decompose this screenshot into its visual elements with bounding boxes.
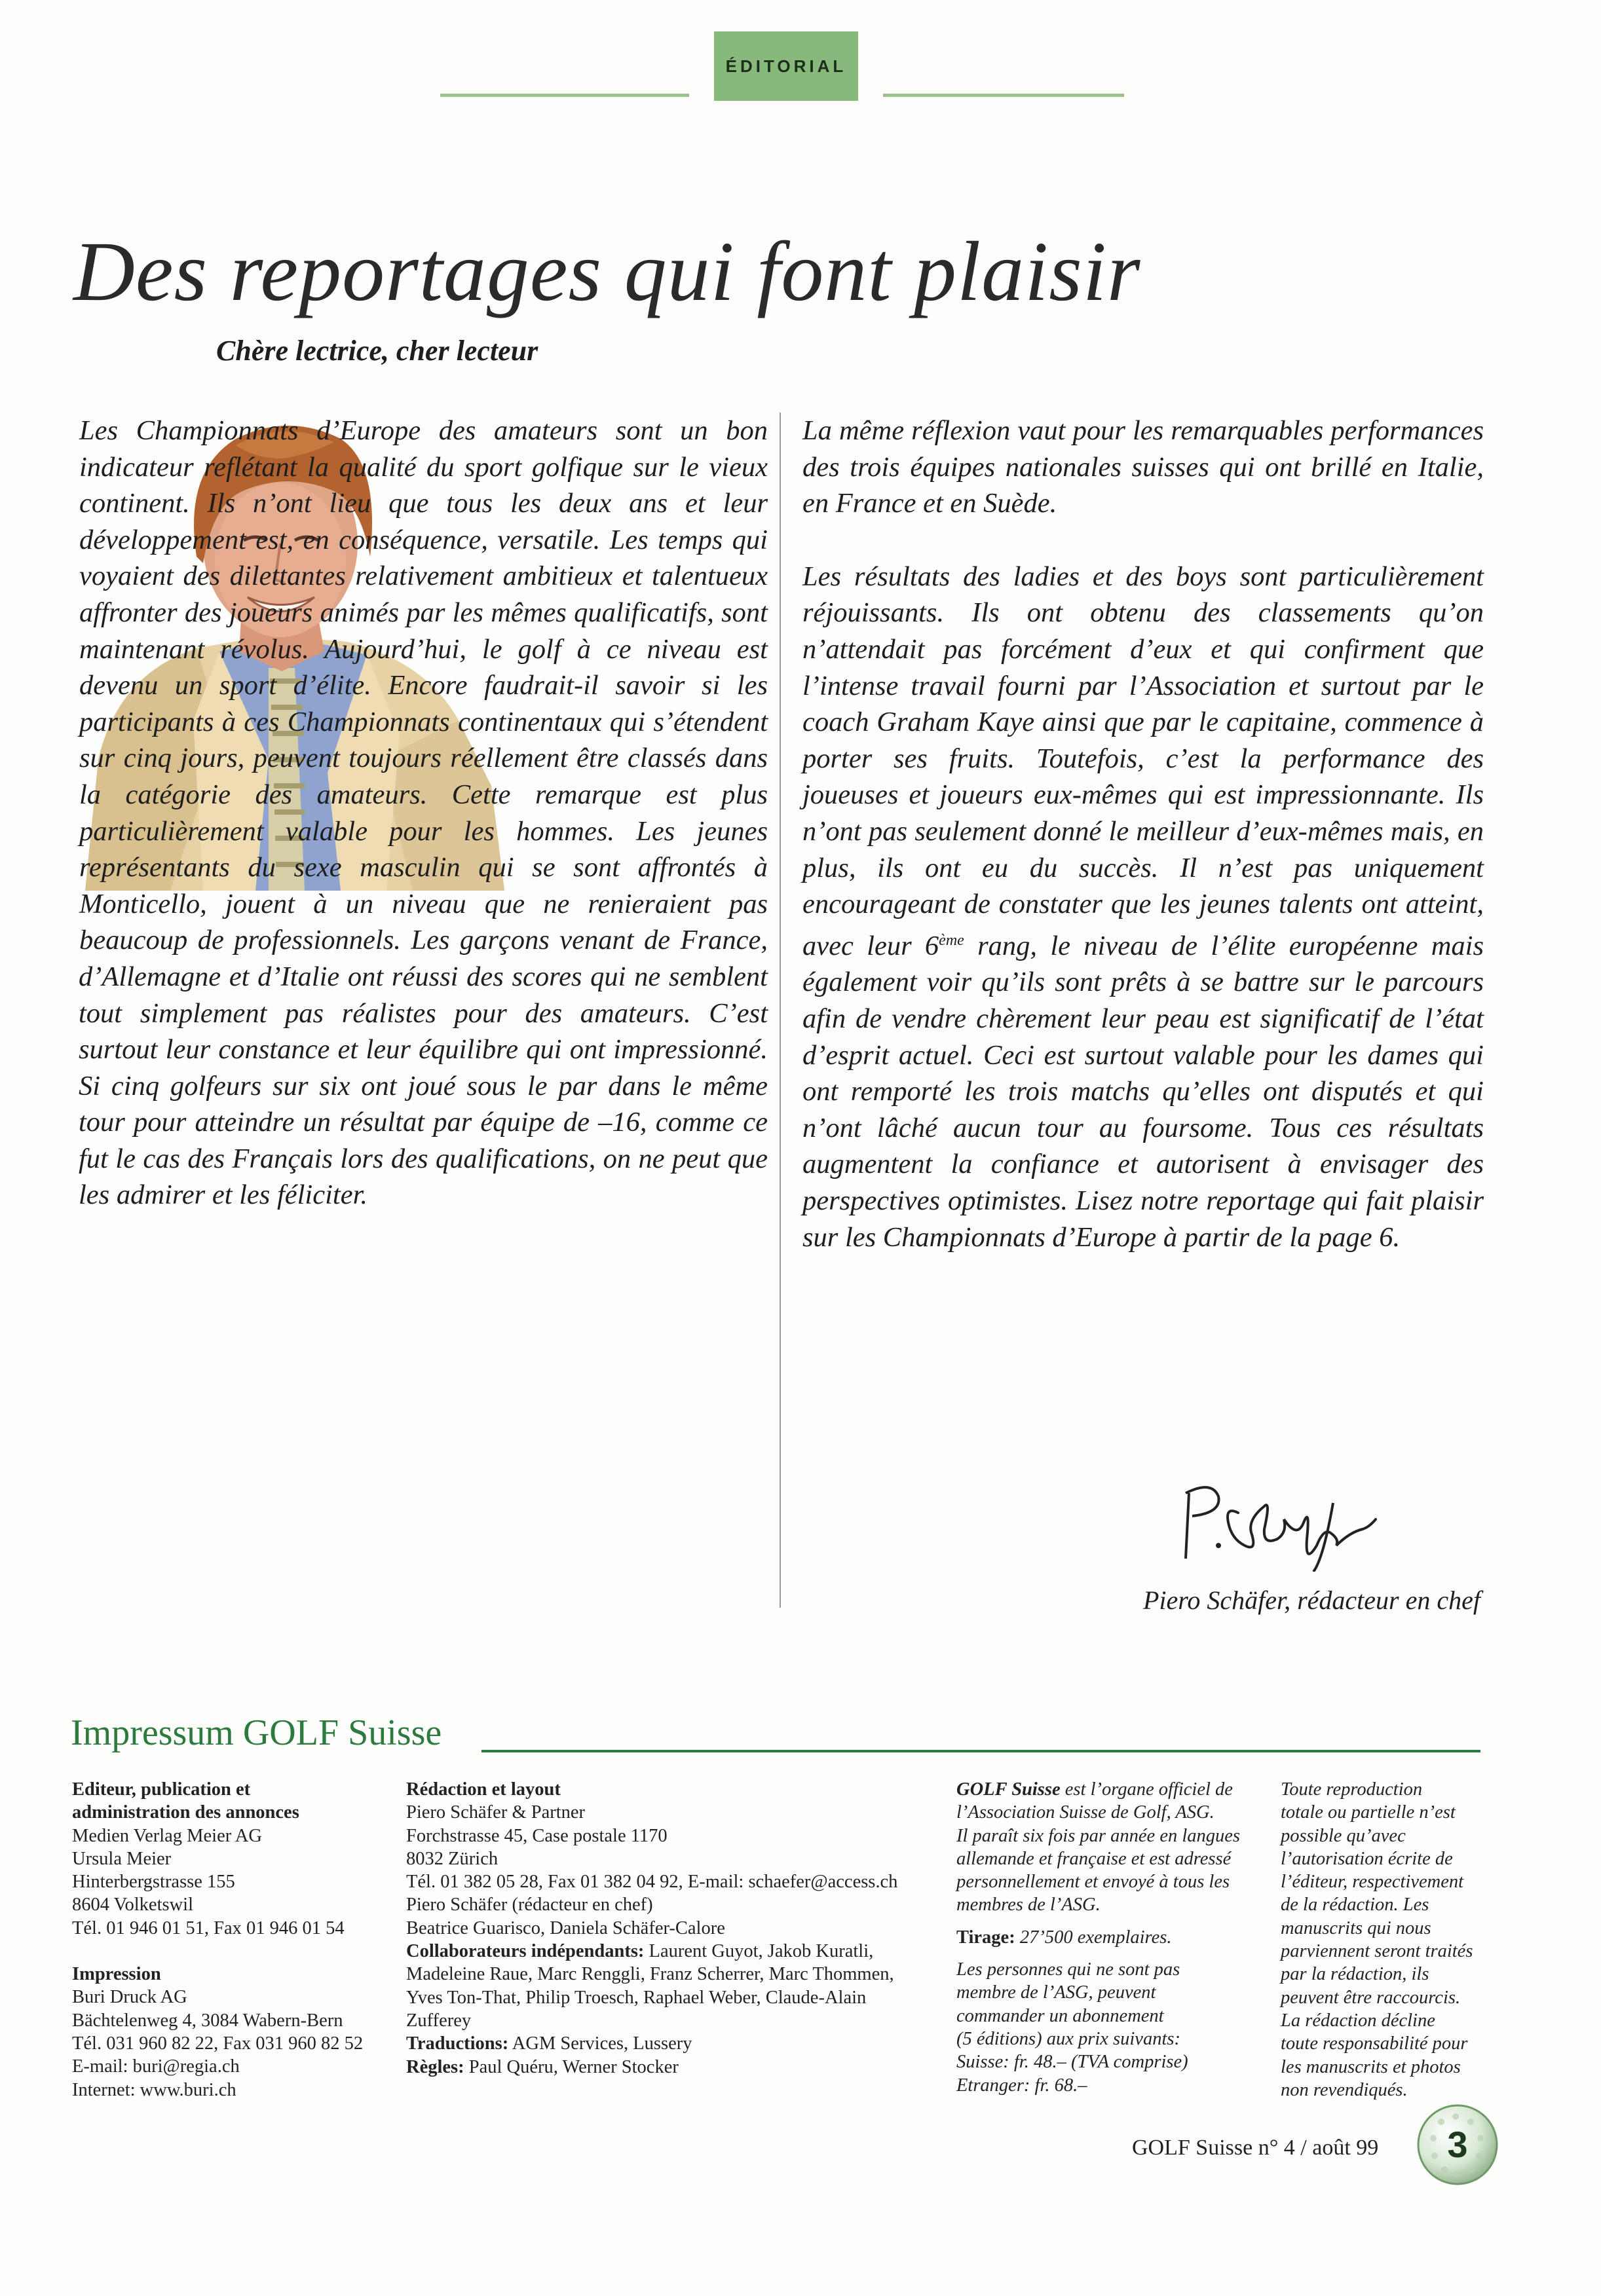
collaborators-label: Collaborateurs indépendants: [406,1941,645,1962]
magazine-brand: GOLF Suisse [956,1779,1061,1800]
translations-value: AGM Services, Lussery [508,2033,692,2054]
subscription-line: commander un abonnement [956,2005,1164,2026]
printer-line: Bächtelenweg 4, 3084 Wabern-Bern [72,2010,343,2031]
publisher-line: 8604 Volketswil [72,1895,194,1916]
printer-email: E-mail: buri@regia.ch [72,2056,240,2077]
printer-line: Buri Druck AG [72,1987,187,2008]
editorial-line: Forchstrasse 45, Case postale 1170 [406,1825,668,1846]
rights-line: manuscrits qui nous [1281,1917,1431,1938]
rights-line: non revendiqués. [1281,2079,1408,2100]
rights-line: de la rédaction. Les [1281,1895,1429,1916]
print-run-value: 27’500 exemplaires. [1015,1927,1172,1948]
section-rubric: ÉDITORIAL [714,31,858,101]
article-column-1 [79,413,768,1213]
about-line: personnellement et envoyé à tous les [956,1872,1230,1893]
rubric-rule-right [883,94,1124,97]
publisher-heading: Editeur, publication et [72,1779,251,1800]
printer-line: Tél. 031 960 82 22, Fax 031 960 82 52 [72,2033,364,2054]
about-line: allemande et française et est adressé [956,1848,1232,1869]
about-line: est l’organe officiel de [1060,1779,1233,1800]
impressum-title: Impressum GOLF Suisse [71,1713,442,1753]
rights-line: Toute reproduction [1281,1779,1423,1800]
ordinal-suffix: ème [939,931,964,949]
collaborators-line: Laurent Guyot, Jakob Kuratli, [644,1941,874,1962]
about-line: membres de l’ASG. [956,1895,1101,1916]
editorial-line: Piero Schäfer (rédacteur en chef) [406,1895,653,1916]
rights-line: totale ou partielle n’est [1281,1802,1456,1823]
impressum-rule [481,1750,1480,1752]
publisher-line: Ursula Meier [72,1848,172,1869]
publisher-line: Tél. 01 946 01 51, Fax 01 946 01 54 [72,1917,345,1938]
impressum-rights-column [1281,1778,1473,2102]
golf-ball-page-icon [1415,2102,1500,2187]
rubric-rule-left [440,94,689,97]
editorial-line: Beatrice Guarisco, Daniela Schäfer-Calore [406,1917,725,1938]
rights-line: toute responsabilité pour [1281,2033,1468,2054]
article-title: Des reportages qui font plaisir [73,225,1141,319]
subscription-price: Etranger: fr. 68.– [956,2075,1087,2096]
printer-website: Internet: www.buri.ch [72,2079,236,2100]
rights-line: possible qu’avec [1281,1825,1406,1846]
signature-caption: Piero Schäfer, rédacteur en chef [1142,1585,1480,1615]
collaborators-line: Zufferey [406,2010,472,2031]
editorial-line: Tél. 01 382 05 28, Fax 01 382 04 92, E-mail: schaefer@access.ch [406,1872,898,1893]
impressum-publisher-column [72,1778,363,2102]
issue-footer: GOLF Suisse n° 4 / août 99 [1132,2136,1379,2160]
paragraph-text: rang, le niveau de l’élite européenne mais également voir qu’ils sont prêts à se battre sur le parcours afin de vendre chèrement leur peau est significatif de l’état d’esprit actuel. Ceci est surtout valable pour les dames qui ont remporté les trois matchs qu’elles ont disputés et qui n’ont lâché aucun tour au foursome. Tous ces résultats augmentent la confiance et autorisent à envisager des perspectives optimistes. Lisez notre reportage qui fait plaisir sur les Championnats d’Europe à partir de la page 6. [802,930,1484,1253]
subscription-price: Suisse: fr. 48.– (TVA comprise) [956,2052,1188,2073]
article-subtitle: Chère lectrice, cher lecteur [216,335,538,367]
article-paragraph: La même réflexion vaut pour les remarquables performances des trois équipes nationales suisses qui ont brillé en Italie, en France et en Suède. [802,415,1484,519]
about-line: Il paraît six fois par année en langues [956,1825,1240,1846]
impressum-editorial-column [406,1778,897,2079]
editorial-heading: Rédaction et layout [406,1779,561,1800]
rights-line: peuvent être raccourcis. [1281,1987,1461,2008]
article-paragraph [802,559,1484,1255]
rights-line: La rédaction décline [1281,2010,1435,2031]
article-lead-text: Les Championnats d’Europe des amateurs sont un bon indicateur reflétant la qualité du sport golfique sur le vieux continent. Ils n’ont lieu que tous les deux ans et leur développement est, en conséquence, versatile. Les temps qui voyaient des dilettantes relativement ambitieux et talentueux affronter des joueurs animés par les mêmes qualificatifs, sont maintenant révolus. Aujourd’hui, le golf à ce niveau est devenu un sport d’élite. Encore faudrait-il savoir si les participants à ces Championnats continentaux qui s’étendent sur cinq jours, peuvent toujours réellement être classés dans la catégorie des amateurs. Cette remarque est plus particulièrement valable pour les hommes. Les jeunes représentants du sexe masculin qui se sont affrontés à Monticello, jouent à un niveau que ne renieraient pas beaucoup de professionnels. Les garçons venant de France, d’Allemagne et d’Italie ont réussi des scores qui ne semblent tout simplement pas réalistes pour des amateurs. C’est surtout leur constance et leur équilibre qui ont impressionné. Si cinq golfeurs sur six ont joué sous le par dans le même tour pour atteindre un résultat par équipe de –16, comme ce fut le cas des Français lors des qualifications, on ne peut que les admirer et les féliciter. [79,415,768,1211]
publisher-line: Medien Verlag Meier AG [72,1825,262,1846]
editorial-line: Piero Schäfer & Partner [406,1802,586,1823]
printer-heading: Impression [72,1964,161,1985]
rights-line: l’éditeur, respectivement [1281,1872,1464,1893]
subscription-line: membre de l’ASG, peuvent [956,1982,1156,2003]
print-run-label: Tirage: [956,1927,1015,1948]
page-number: 3 [1447,2124,1468,2165]
collaborators-line: Madeleine Raue, Marc Renggli, Franz Scherrer, Marc Thommen, [406,1964,894,1985]
rights-line: parviennent seront traités [1281,1941,1473,1962]
editorial-line: 8032 Zürich [406,1848,499,1869]
subscription-line: Les personnes qui ne sont pas [956,1959,1180,1980]
column-divider [780,413,781,1608]
rights-line: les manuscrits et photos [1281,2056,1461,2077]
rights-line: par la rédaction, ils [1281,1964,1429,1985]
translations-label: Traductions: [406,2033,509,2054]
handwritten-signature [1166,1467,1389,1572]
article-column-2 [802,413,1484,1292]
rights-line: l’autorisation écrite de [1281,1848,1453,1869]
collaborators-line: Yves Ton-That, Philip Troesch, Raphael Weber, Claude-Alain [406,1987,867,2008]
publisher-heading: administration des annonces [72,1802,299,1823]
about-line: l’Association Suisse de Golf, ASG. [956,1802,1215,1823]
rules-value: Paul Quéru, Werner Stocker [464,2056,679,2077]
paragraph-text: Les résultats des ladies et des boys sont particulièrement réjouissants. Ils ont obtenu des classements qu’on n’attendait pas forcément d’eux et qui confirment que l’intense travail fourni par l’Association et surtout par le coach Graham Kaye ainsi que par le capitaine, commence à porter ses fruits. Toutefois, c’est la performance des joueuses et joueurs eux-mêmes qui est impressionnante. Ils n’ont pas seulement donné le meilleur d’eux-mêmes mais, en plus, ils ont eu du succès. Il n’est pas uniquement encourageant de constater que les jeunes talents ont atteint, avec leur 6 [802,561,1484,961]
impressum-about-column [956,1778,1240,2097]
publisher-line: Hinterbergstrasse 155 [72,1872,235,1893]
rules-label: Règles: [406,2056,464,2077]
subscription-line: (5 éditions) aux prix suivants: [956,2028,1180,2049]
